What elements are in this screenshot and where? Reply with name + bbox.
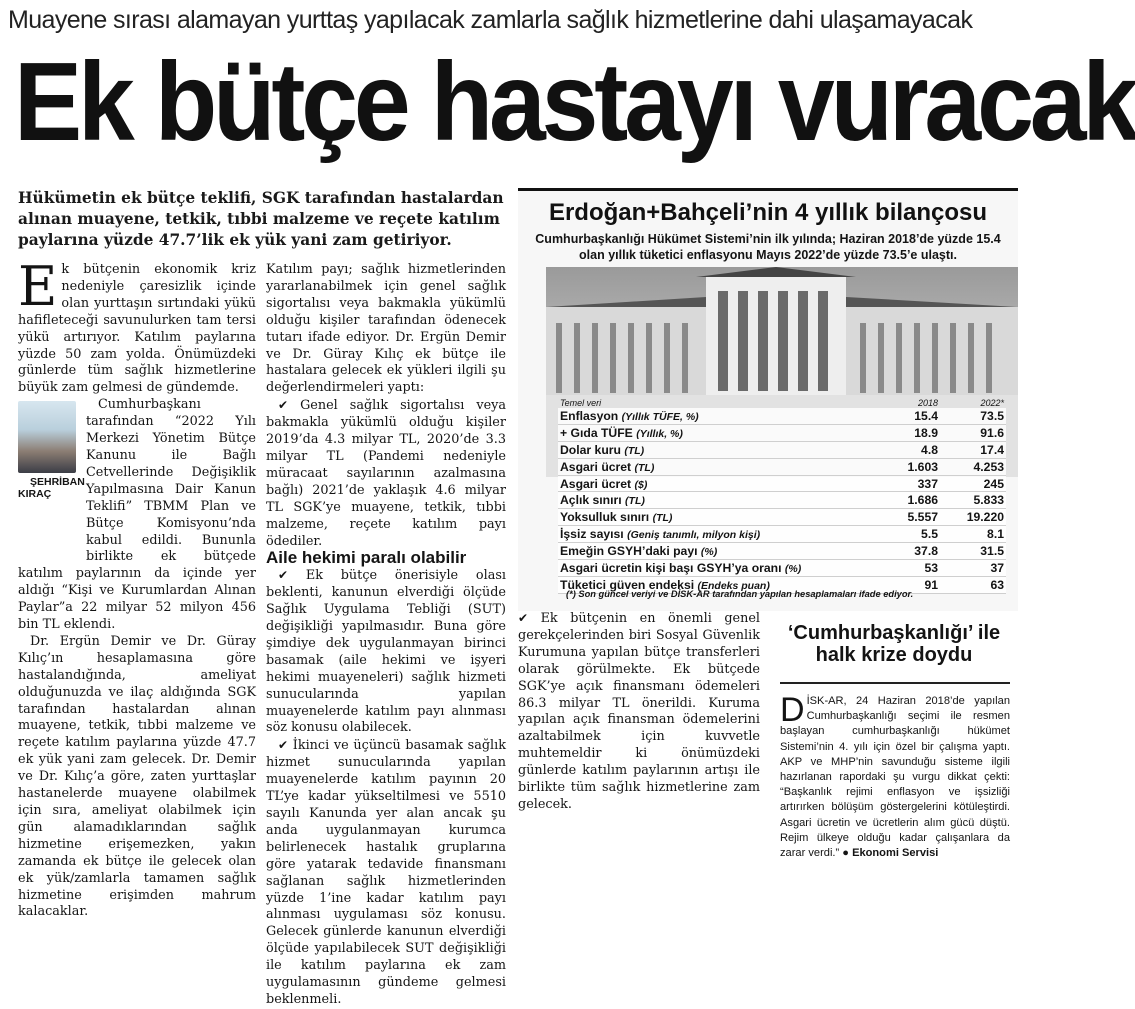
article-column-3 <box>518 610 760 870</box>
author-name: ŞEHRİBAN KIRAÇ <box>18 476 85 501</box>
drop-cap: D <box>780 691 805 729</box>
value-2022: 31.5 <box>940 543 1006 560</box>
value-2018: 5.5 <box>874 526 940 543</box>
drop-cap: E <box>18 255 58 318</box>
bullet-item: ✔ Ek bütçe önerisiyle olası beklenti, kanunun elverdiği ölçüde Sağlık Uygulama Tebliği (SUT) değişikliği yapılmasıdır. Buna göre şimdiye dek uygulanmayan birinci basamak (aile hekimi ve işyeri hekimi muayeneleri) sağlık hizmeti sunucularında yapılan muayenelerde katılım payı alınması söz konusu olabilecek. <box>266 568 506 736</box>
table-row <box>558 560 1006 577</box>
article-paragraph: ŞEHRİBAN KIRAÇ Cumhurbaşkanı tarafından “2022 Yılı Merkezi Yönetim Bütçe Kanunu ile Bağlı Cetvellerinde Değişiklik Yapılmasına Dair Kanun Teklifi” TBMM Plan ve Bütçe Komisyonu’nda kabul edildi. Bununla birlikte ek bütçede katılım paylarının da içinde yer aldığı “Kişi ve Kurumlardan Alınan Paylar”a 22 milyar 52 milyon 456 bin TL eklendi. <box>18 397 256 633</box>
row-label: + Gıda TÜFE (Yıllık, %) <box>558 424 874 441</box>
article-paragraph: Katılım payı; sağlık hizmetlerinden yararlanabilmek için genel sağlık sigortalısı veya bakmakla yükümlü olduğu kişiler tarafından ödenecek tutarı ifade ediyor. Dr. Ergün Demir ve Dr. Güray Kılıç ek bütçe ile hastalara gelecek ek yükleri ilgili şu değerlendirmeleri yaptı: <box>266 262 506 396</box>
author-photo <box>18 401 76 473</box>
byline-signature: ● Ekonomi Servisi <box>842 847 939 860</box>
article-paragraph: Ek bütçenin ekonomik kriz nedeniyle çaresizlik içinde olan yurttaşın sırtındaki yükü hafifleteceği savunulurken tam tersi yükü artırıyor. Katılım paylarına yüzde 50 zam yolda. Önümüzdeki günlerde tüm sağlık hizmetlerine büyük zam gelmesi de gündemde. <box>18 255 256 396</box>
value-2022: 245 <box>940 475 1006 492</box>
table-row <box>558 543 1006 560</box>
value-2022: 8.1 <box>940 526 1006 543</box>
value-2022: 17.4 <box>940 441 1006 458</box>
value-2018: 337 <box>874 475 940 492</box>
row-label: Emeğin GSYH’daki payı (%) <box>558 543 874 560</box>
table-header-row <box>558 397 1006 408</box>
value-2018: 53 <box>874 560 940 577</box>
bullet-item: ✔ Genel sağlık sigortalısı veya bakmakla yükümlü olduğu kişiler 2019’da 4.3 milyar TL, 2020’de 3.3 milyar TL (Pandemi nedeniyle müracaat sayılarının azalmasına bağlı) 2021’de yaklaşık 4.6 milyar TL SGK’ye muayene, tetkik, tıbbi malzeme, reçete katılım payı ödediler. <box>266 398 507 549</box>
value-2022: 63 <box>940 576 1006 593</box>
bullet-item: ✔ İkinci ve üçüncü basamak sağlık hizmet sunucularında yapılan muayenelerde katılım payının 20 TL’ye kadar yükseltilmesi ve 5510 sayılı Kanunda yer alan ancak şu anda uygulanmayan kurumca belirlenecek hastalık gruplarına göre yatarak tedavide finansmanı sağlanan sağlık hizmetlerinden yüzde 1’ine kadar katılım payı alınması uygulaması söz konusu. Gelecek günlerde kanunun elverdiği ölçüde yapılabilecek SUT değişikliği ile katılım paylarına ek zam uygulamasının gündeme gelmesi beklenmeli. <box>266 738 506 1007</box>
value-2018: 18.9 <box>874 424 940 441</box>
row-label: Yoksulluk sınırı (TL) <box>558 509 874 526</box>
author-box <box>18 401 85 551</box>
table-row <box>558 509 1006 526</box>
value-2018: 4.8 <box>874 441 940 458</box>
value-2022: 4.253 <box>940 458 1006 475</box>
stats-table <box>558 397 1006 594</box>
col-header-2018: 2018 <box>917 397 938 408</box>
article-paragraph: Dr. Ergün Demir ve Dr. Güray Kılıç’ın hesaplamasına göre hastalandığında, ameliyat olduğunuzda ve ilaç aldığında SGK tarafından hastalardan alınan muayene, tetkik, tıbbi malzeme ve reçete katılım paylarına yüzde 47.7 ek yük yani zam gelecek. Dr. Demir ve Dr. Kılıç’a göre, zaten yurttaşlar hastanelerde muayene olabilmek için sıra, ameliyat olabilmek için gün alamadıklarından sağlık hizmetine erişemezken, yakın zamanda ek bütçe ile gelecek olan ek yük/zamlarla tamamen sağlık hizmetine erişimden mahrum kalacaklar. <box>18 633 256 920</box>
value-2018: 91 <box>874 576 940 593</box>
table-row <box>558 492 1006 509</box>
stats-infobox <box>518 188 1018 611</box>
table-row <box>558 424 1006 441</box>
row-label: Asgari ücret ($) <box>558 475 874 492</box>
main-headline: Ek bütçe hastayı vuracak <box>14 40 1135 164</box>
value-2018: 5.557 <box>874 509 940 526</box>
value-2022: 5.833 <box>940 492 1006 509</box>
infobox-title: Erdoğan+Bahçeli’nin 4 yıllık bilançosu <box>548 199 988 226</box>
bullet-item: ✔ Ek bütçenin en önemli genel gerekçelerinden biri Sosyal Güvenlik Kurumuna yapılan bütçe transferleri olarak görülmekte. Ek bütçede SGK’ye açık finansmanı ödemeleri 86.3 milyar TL önerildi. Kuruma yapılan açık finansman ödemelerini azaltabilmek için kuvvetle muhtemeldir ki önümüzdeki günlerde katılım paylarının artışı ile birlikte tüm sağlık hizmetlerine zam gelecek. <box>518 611 760 812</box>
table-row <box>558 475 1006 492</box>
row-label: Asgari ücret (TL) <box>558 458 874 475</box>
infobox-subtitle: Cumhurbaşkanlığı Hükümet Sistemi’nin ilk yılında; Haziran 2018’de yüzde 15.4 olan yıllık tüketici enflasyonu Mayıs 2022’de yüzde 73.5’e ulaştı. <box>535 232 1001 262</box>
check-icon: ✔ <box>278 738 289 753</box>
side-story-divider <box>780 682 1010 684</box>
row-label: Enflasyon (Yıllık TÜFE, %) <box>558 408 874 424</box>
article-column-2 <box>266 262 507 1007</box>
spot-text: Hükümetin ek bütçe teklifi, SGK tarafından hastalardan alınan muayene, tetkik, tıbbi malzeme ve reçete katılım paylarına yüzde 47.7’lik ek yük yani zam getiriyor. <box>18 189 504 249</box>
row-label: Tüketici güven endeksi (Endeks puan) <box>558 576 874 593</box>
infobox-footnote: (*) Son güncel veriyi ve DİSK-AR tarafından yapılan hesaplamaları ifade ediyor. <box>566 589 914 599</box>
table-row <box>558 458 1006 475</box>
value-2022: 73.5 <box>940 408 1006 424</box>
side-story-headline: ‘Cumhurbaşkanlığı’ ile halk krize doydu <box>787 622 1001 666</box>
table-row <box>558 526 1006 543</box>
row-label: İşsiz sayısı (Geniş tanımlı, milyon kişi) <box>558 526 874 543</box>
row-label: Açlık sınırı (TL) <box>558 492 874 509</box>
value-2018: 37.8 <box>874 543 940 560</box>
value-2018: 1.686 <box>874 492 940 509</box>
check-icon: ✔ <box>278 398 289 413</box>
table-row <box>558 441 1006 458</box>
row-label: Asgari ücretin kişi başı GSYH’ya oranı (%) <box>558 560 874 577</box>
table-row <box>558 408 1006 424</box>
col-header-2022: 2022* <box>980 397 1004 408</box>
value-2018: 15.4 <box>874 408 940 424</box>
article-subhead: Aile hekimi paralı olabilir <box>266 548 467 568</box>
article-column-1 <box>18 255 256 920</box>
col-header-label: Temel veri <box>560 397 602 408</box>
side-story-body: DİSK-AR, 24 Haziran 2018’de yapılan Cumhurbaşkanlığı seçimi ile resmen başlayan cumhurbaşkanlığı hükümet Sistemi’nin 4. yılı için özel bir çalışma yaptı. AKP ve MHP’nin savunduğu sisteme ilgili hazırlanan rapordaki şu vurgu dikkat çekti: “Başkanlık rejimi enflasyon ve işsizliği artırırken bölüşüm göstergelerini kötüleştirdi. Asgari ücretin ve ücretlerin alım gücü düştü. Rejim ülkeye olduğu kadar çalışanlara da zarar verdi.” ● Ekonomi Servisi <box>780 691 1010 860</box>
row-label: Dolar kuru (TL) <box>558 441 874 458</box>
value-2022: 19.220 <box>940 509 1006 526</box>
supra-headline: Muayene sırası alamayan yurttaş yapılacak zamlarla sağlık hizmetlerine dahi ulaşamayacak <box>8 6 973 34</box>
value-2018: 1.603 <box>874 458 940 475</box>
value-2022: 37 <box>940 560 1006 577</box>
check-icon: ✔ <box>278 568 289 583</box>
check-icon: ✔ <box>518 611 529 625</box>
side-story <box>770 622 1018 868</box>
value-2022: 91.6 <box>940 424 1006 441</box>
